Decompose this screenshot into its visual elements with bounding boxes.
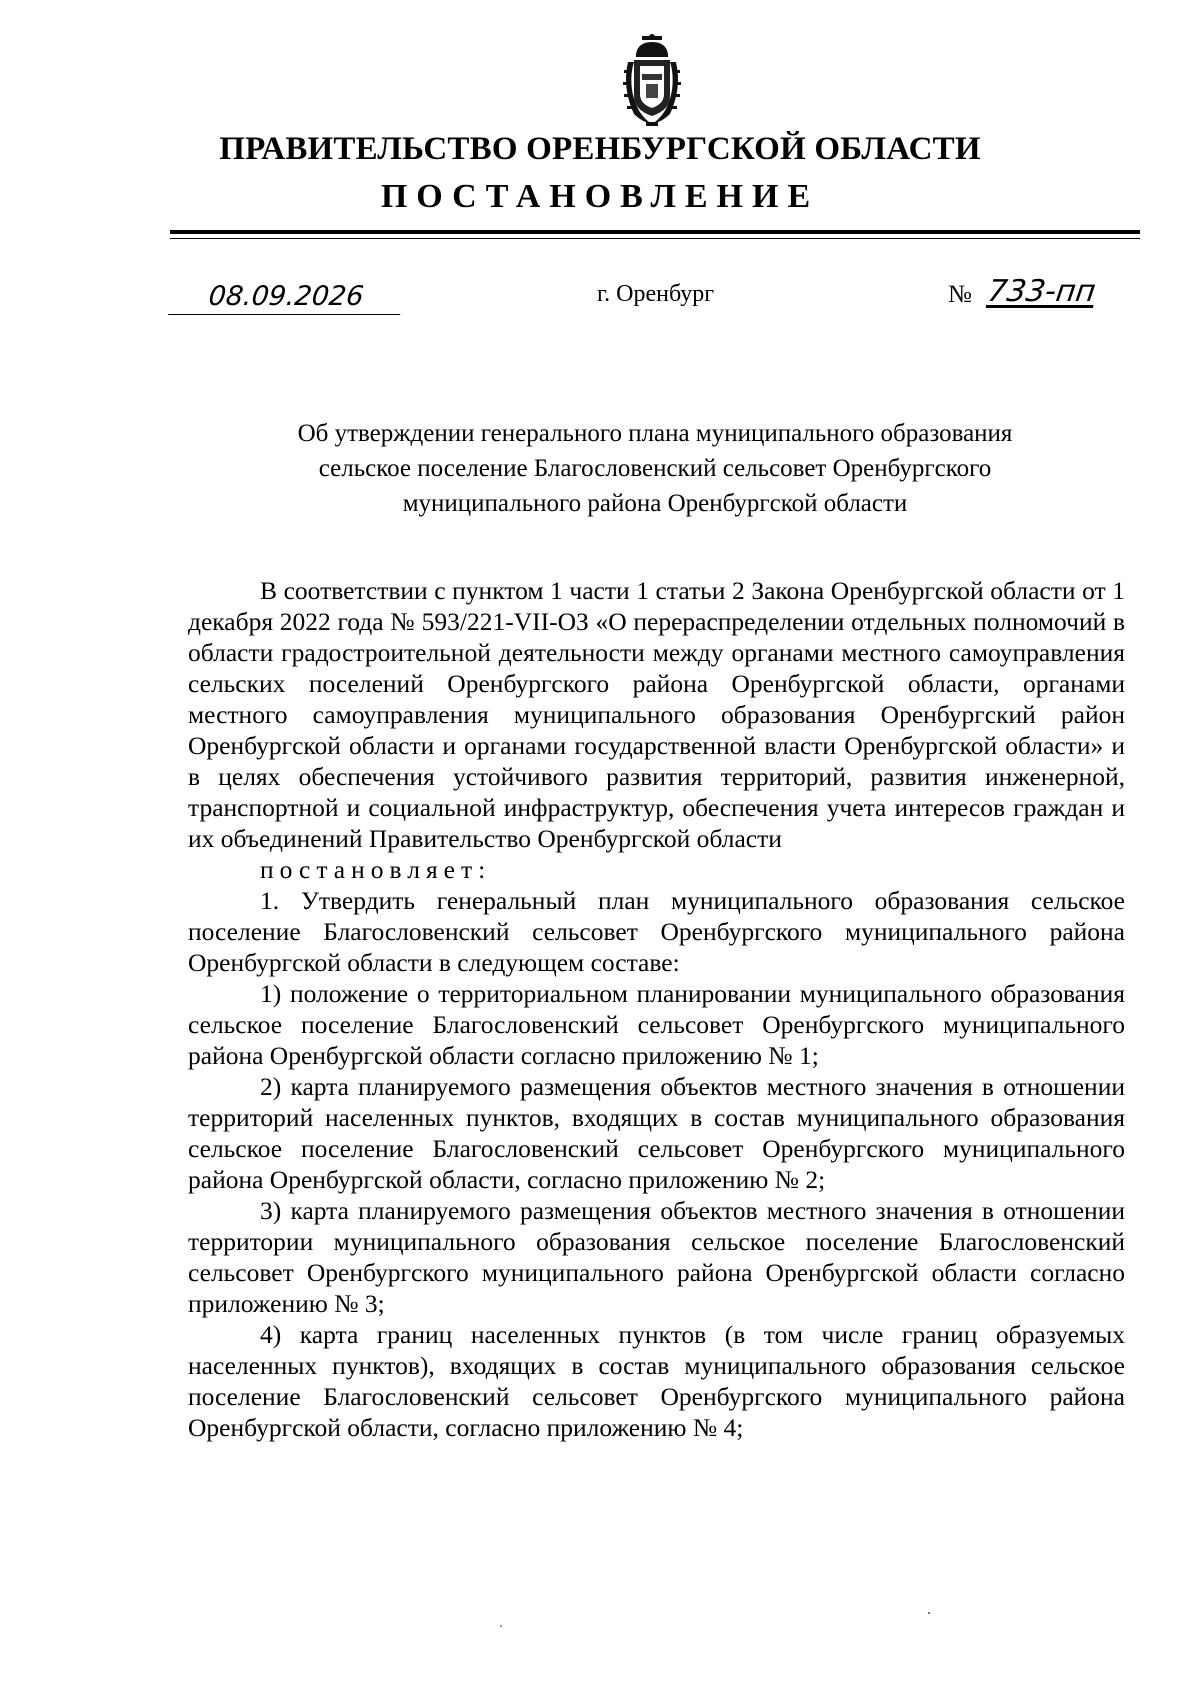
subitem-1-paragraph: 1) положение о территориальном планировании муниципального образования сельское поселение Благословенский сельсовет Оренбургского муниципального района Оренбургской области согласно приложению № 1;: [188, 979, 1125, 1070]
scan-speck: [928, 1612, 930, 1614]
document-city: г. Оренбург: [597, 281, 715, 307]
preamble-paragraph: В соответствии с пунктом 1 части 1 статьи 2 Закона Оренбургской области от 1 декабря 2022 года № 593/221-VII-ОЗ «О перераспределении отдельных полномочий в области градостроительной деятельности между органами местного самоуправления сельских поселений Оренбургского района Оренбургской области, органами местного самоуправления муниципального образования Оренбургский район Оренбургской области и органами государственной власти Оренбургской области» и в целях обеспечения устойчивого развития территорий, развития инженерной, транспортной и социальной инфраструктур, обеспечения учета интересов граждан и их объединений Правительство Оренбургской области: [188, 576, 1125, 853]
subitem-3-paragraph: 3) карта планируемого размещения объектов местного значения в отношении территории муниципального образования сельское поселение Благословенский сельсовет Оренбургского муниципального района Оренбургской области согласно приложению № 3;: [188, 1196, 1125, 1318]
header-rule-thin: [170, 238, 1140, 239]
document-type: ПОСТАНОВЛЕНИЕ: [380, 178, 820, 215]
item-1-paragraph: 1. Утвердить генеральный план муниципального образования сельское поселение Благословенский сельсовет Оренбургского муниципального района Оренбургской области в следующем составе:: [188, 886, 1125, 977]
title-line: сельское поселение Благословенский сельсовет Оренбургского: [318, 455, 992, 482]
scan-speck: [500, 1625, 502, 1627]
document-title: [170, 416, 1140, 521]
title-line: Об утверждении генерального плана муниципального образования: [297, 420, 1013, 447]
decision-word: постановляет:: [260, 855, 492, 884]
subitem-2-paragraph: 2) карта планируемого размещения объектов местного значения в отношении территорий населенных пунктов, входящих в состав муниципального образования сельское поселение Благословенский сельсовет Оренбургского муниципального района Оренбургской области, согласно приложению № 2;: [188, 1072, 1125, 1194]
title-line: муниципального района Оренбургской области: [402, 490, 908, 517]
document-number: 733-пп: [985, 274, 1098, 309]
subitem-4-paragraph: 4) карта границ населенных пунктов (в том числе границ образуемых населенных пунктов), входящих в состав муниципального образования сельское поселение Благословенский сельсовет Оренбургского муниципального района Оренбургской области, согласно приложению № 4;: [188, 1320, 1125, 1442]
document-number-label: №: [948, 281, 972, 308]
document-date: 08.09.2026: [168, 280, 404, 315]
organization-name: ПРАВИТЕЛЬСТВО ОРЕНБУРГСКОЙ ОБЛАСТИ: [219, 131, 981, 167]
coat-of-arms-icon: [620, 34, 684, 128]
document-body: [188, 575, 1125, 1443]
header-rule-thick: [170, 230, 1140, 234]
